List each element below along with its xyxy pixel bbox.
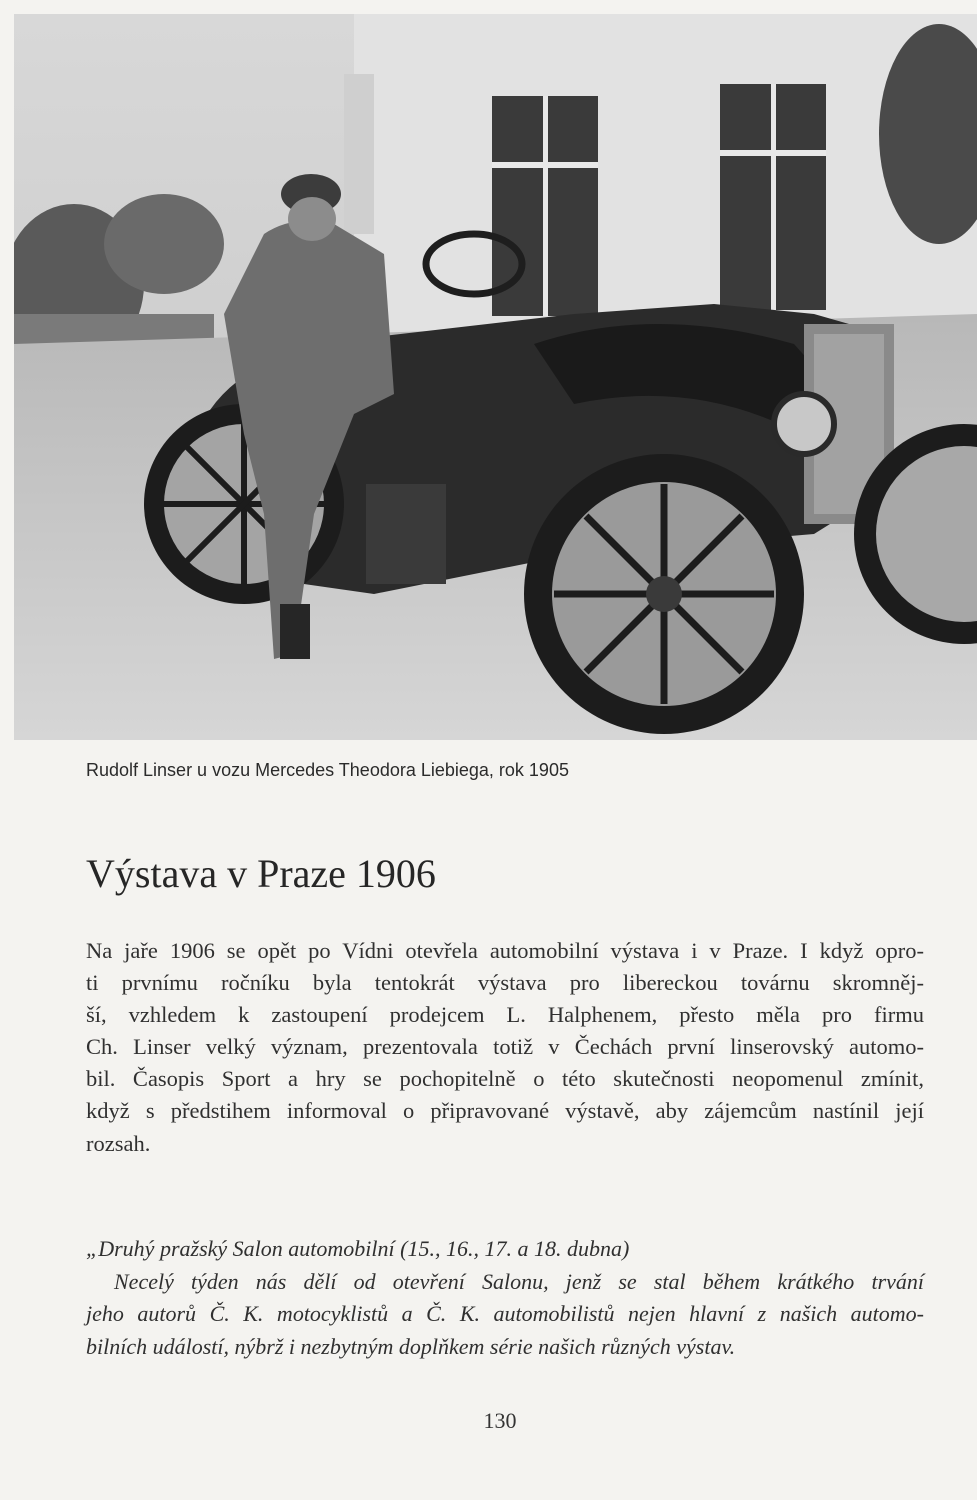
photo-caption: Rudolf Linser u vozu Mercedes Theodora Liebiega, rok 1905	[86, 760, 569, 780]
quote-block	[86, 1233, 924, 1363]
body-line: když s předstihem informoval o připravované výstavě, aby zájemcům nastínil její	[86, 1098, 924, 1124]
body-line: ší, vzhledem k zastoupení prodejcem L. Halphenem, přesto měla pro firmu	[86, 1002, 924, 1028]
section-title: Výstava v Praze 1906	[86, 851, 436, 896]
page-number: 130	[483, 1408, 517, 1433]
body-line: Na jaře 1906 se opět po Vídni otevřela automobilní výstava i v Praze. I když opro-	[86, 938, 924, 963]
historic-car-photo	[14, 14, 977, 740]
quote-heading: „Druhý pražský Salon automobilní (15., 16., 17. a 18. dubna)	[86, 1236, 630, 1261]
car-photo-icon	[14, 14, 977, 740]
body-line: Ch. Linser velký význam, prezentovala totiž v Čechách první linserovský automo-	[86, 1034, 924, 1060]
body-line: rozsah.	[86, 1130, 151, 1156]
body-line: bil. Časopis Sport a hry se pochopitelně o této skutečnosti neopomenul zmínit,	[86, 1066, 924, 1092]
quote-line: bilních událostí, nýbrž i nezbytným doplňkem série našich různých výstav.	[86, 1333, 736, 1359]
body-line: ti prvnímu ročníku byla tentokrát výstava pro libereckou továrnu skromněj-	[86, 970, 924, 996]
quote-line: Necelý týden nás dělí od otevření Salonu, jenž se stal během krátkého trvání	[114, 1268, 924, 1294]
body-paragraph	[86, 935, 924, 1160]
quote-line: jeho autorů Č. K. motocyklistů a Č. K. automobilistů nejen hlavní z našich automo-	[86, 1301, 924, 1326]
